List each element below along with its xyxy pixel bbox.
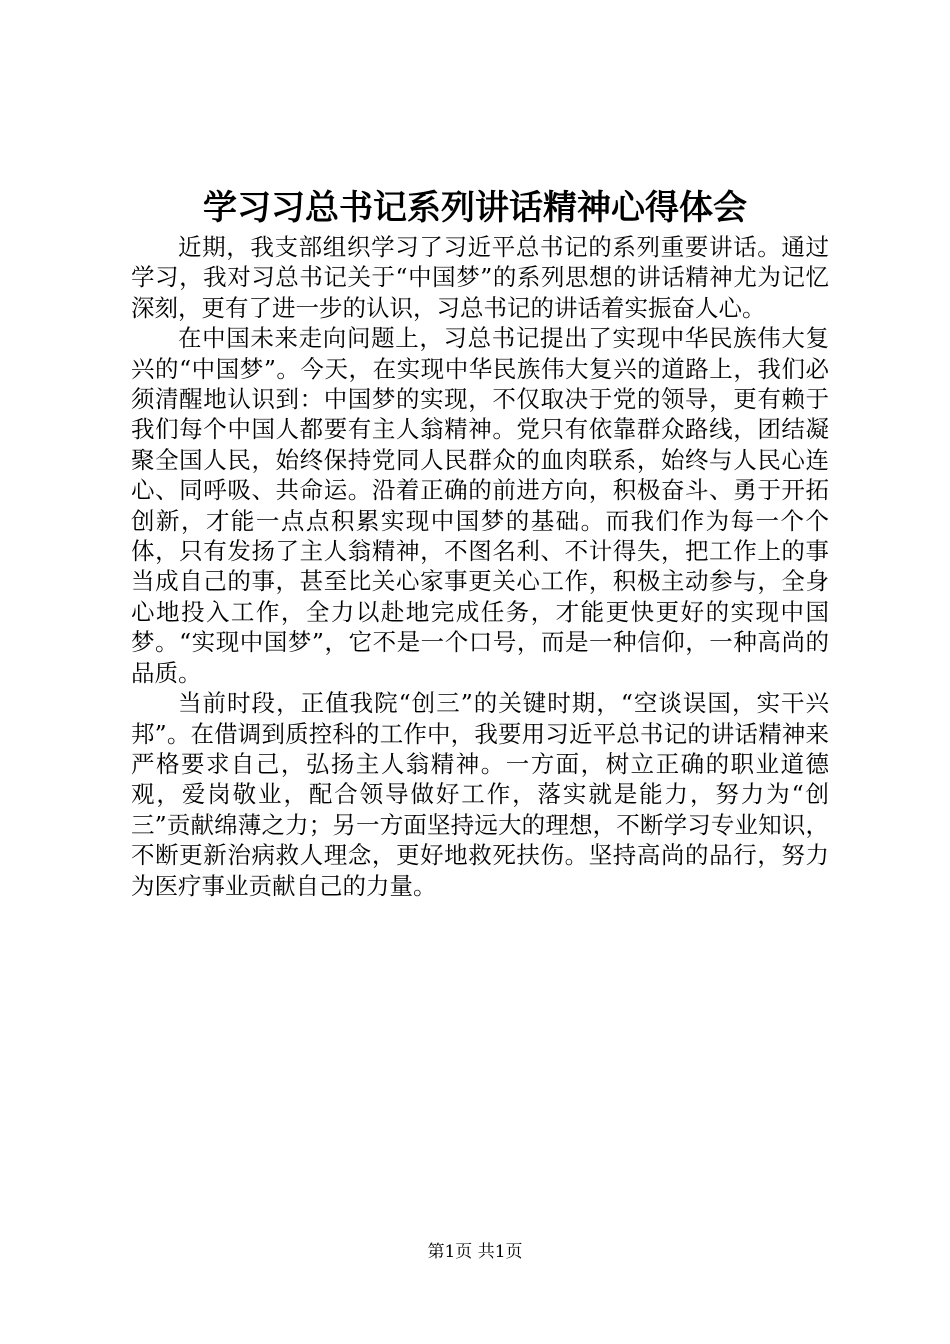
page-number-footer: 第1页 共1页	[427, 1242, 523, 1262]
paragraph-3: 当前时段，正值我院“创三”的关键时期，“空谈误国，实干兴邦”。在借调到质控科的工作中，我要用习近平总书记的讲话精神来严格要求自己，弘扬主人翁精神。一方面，树立正确的职业道德观，爱岗敬业，配合领导做好工作，落实就是能力，努力为“创三”贡献绵薄之力；另一方面坚持远大的理想，不断学习专业知识，不断更新治病救人理念，更好地救死扶伤。坚持高尚的品行，努力为医疗事业贡献自己的力量。	[131, 689, 829, 900]
paragraph-2: 在中国未来走向问题上，习总书记提出了实现中华民族伟大复兴的“中国梦”。今天，在实现中华民族伟大复兴的道路上，我们必须清醒地认识到：中国梦的实现，不仅取决于党的领导，更有赖于我们每个中国人都要有主人翁精神。党只有依靠群众路线，团结凝聚全国人民，始终保持党同人民群众的血肉联系，始终与人民心连心、同呼吸、共命运。沿着正确的前进方向，积极奋斗、勇于开拓创新，才能一点点积累实现中国梦的基础。而我们作为每一个个体，只有发扬了主人翁精神，不图名利、不计得失，把工作上的事当成自己的事，甚至比关心家事更关心工作，积极主动参与，全身心地投入工作，全力以赴地完成任务，才能更快更好的实现中国梦。“实现中国梦”，它不是一个口号，而是一种信仰，一种高尚的品质。	[131, 324, 829, 687]
document-title: 学习习总书记系列讲话精神心得体会	[203, 188, 747, 228]
document-body	[131, 232, 829, 901]
paragraph-1: 近期，我支部组织学习了习近平总书记的系列重要讲话。通过学习，我对习总书记关于“中国梦”的系列思想的讲话精神尤为记忆深刻，更有了进一步的认识，习总书记的讲话着实振奋人心。	[131, 233, 829, 322]
